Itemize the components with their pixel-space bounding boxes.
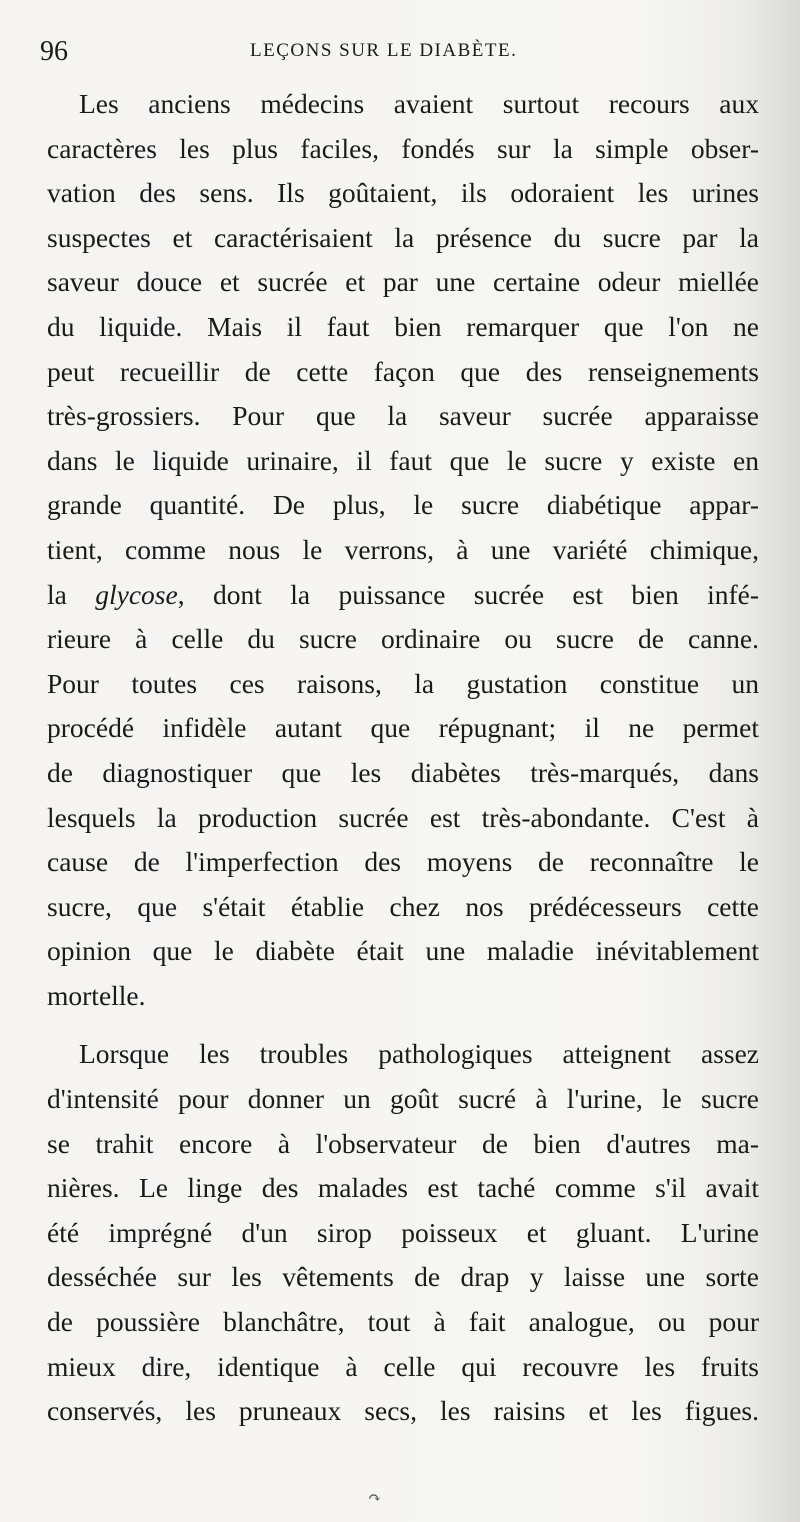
- text-line: été imprégné d'un sirop poisseux et gluant. L'urine: [47, 1216, 759, 1248]
- text-segment: la: [47, 578, 67, 610]
- text-line: mortelle.: [47, 979, 146, 1011]
- text-line: saveur douce et sucrée et par une certaine odeur miellée: [47, 266, 759, 298]
- text-line: très-grossiers. Pour que la saveur sucrée apparaisse: [47, 400, 759, 432]
- text-line: vation des sens. Ils goûtaient, ils odoraient les urines: [47, 177, 759, 209]
- text-line: tient, comme nous le verrons, à une variété chimique,: [47, 533, 759, 565]
- text-line: caractères les plus faciles, fondés sur la simple obser-: [47, 132, 759, 164]
- text-line: cause de l'imperfection des moyens de reconnaître le: [47, 846, 759, 878]
- text-line: peut recueillir de cette façon que des renseignements: [47, 355, 759, 387]
- text-line: du liquide. Mais il faut bien remarquer que l'on ne: [47, 310, 759, 342]
- text-line: desséchée sur les vêtements de drap y laisse une sorte: [47, 1261, 759, 1293]
- text-line: rieure à celle du sucre ordinaire ou sucre de canne.: [47, 623, 759, 655]
- text-line: suspectes et caractérisaient la présence du sucre par la: [47, 221, 759, 253]
- text-line: conservés, les pruneaux secs, les raisins et les figues.: [47, 1395, 759, 1427]
- text-line: sucre, que s'était établie chez nos prédécesseurs cette: [47, 890, 759, 922]
- text-line: procédé infidèle autant que répugnant; il ne permet: [47, 712, 759, 744]
- page-header: [40, 36, 760, 72]
- text-segment: , dont la puissance sucrée est bien infé-: [177, 578, 759, 610]
- body-text: [47, 82, 759, 1434]
- italic-term: glycose: [95, 578, 178, 610]
- text-line: grande quantité. De plus, le sucre diabétique appar-: [47, 489, 759, 521]
- text-line: Lorsque les troubles pathologiques atteignent assez: [79, 1038, 759, 1070]
- paragraph-gap: [47, 1018, 759, 1032]
- text-line: d'intensité pour donner un goût sucré à l'urine, le sucre: [47, 1083, 759, 1115]
- text-line: de poussière blanchâtre, tout à fait analogue, ou pour: [47, 1306, 759, 1338]
- page-number: 96: [40, 36, 68, 67]
- text-line-mixed: [47, 573, 759, 618]
- text-line: de diagnostiquer que les diabètes très-marqués, dans: [47, 756, 759, 788]
- text-line: nières. Le linge des malades est taché comme s'il avait: [47, 1172, 759, 1204]
- text-line: lesquels la production sucrée est très-abondante. C'est à: [47, 801, 759, 833]
- running-title: LEÇONS SUR LE DIABÈTE.: [250, 40, 518, 61]
- text-line: Les anciens médecins avaient surtout recours aux: [79, 88, 759, 119]
- text-line: opinion que le diabète était une maladie inévitablement: [47, 935, 759, 967]
- text-line: Pour toutes ces raisons, la gustation constitue un: [47, 667, 759, 699]
- text-line: mieux dire, identique à celle qui recouvre les fruits: [47, 1350, 759, 1382]
- text-line: dans le liquide urinaire, il faut que le sucre y existe en: [47, 444, 759, 476]
- text-line: se trahit encore à l'observateur de bien d'autres ma-: [47, 1127, 759, 1159]
- printer-mark: ↷: [368, 1490, 382, 1507]
